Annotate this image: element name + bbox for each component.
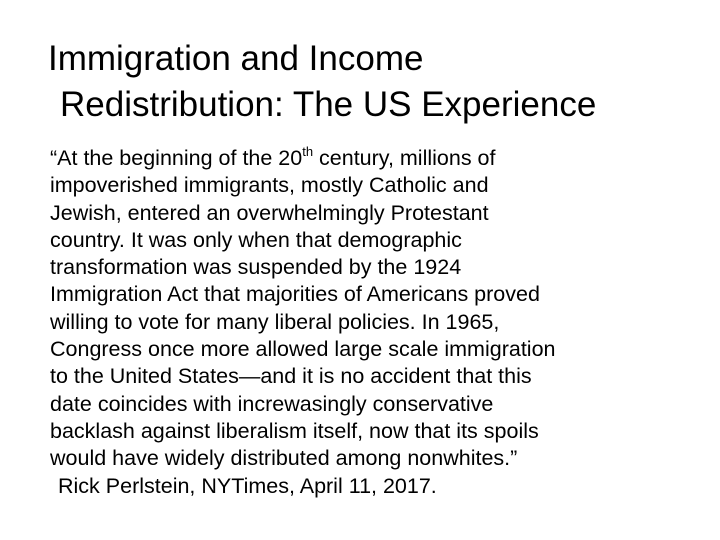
- quote-line-5: transformation was suspended by the 1924: [50, 255, 462, 280]
- quote-line-3: Jewish, entered an overwhelmingly Protestant: [50, 200, 489, 225]
- title-line-1: Immigration and Income: [48, 39, 424, 78]
- superscript-th: th: [302, 144, 314, 159]
- quote-line-1-start: “At the beginning of the 20: [50, 146, 303, 170]
- quote-line-1: [50, 145, 710, 172]
- quote-line-2: impoverished immigrants, mostly Catholic and: [50, 173, 489, 198]
- quote-line-1-end: century, millions of: [313, 146, 496, 170]
- quote-line-6: Immigration Act that majorities of Americans proved: [50, 282, 540, 307]
- quote-line-11: backlash against liberalism itself, now that its spoils: [50, 418, 539, 443]
- citation: Rick Perlstein, NYTimes, April 11, 2017.: [58, 473, 437, 498]
- quote-line-9: to the United States—and it is no accident that this: [50, 364, 532, 389]
- quote-body: [50, 145, 710, 500]
- slide-title: [48, 36, 708, 128]
- title-line-2: Redistribution: The US Experience: [60, 85, 597, 124]
- quote-line-8: Congress once more allowed large scale immigration: [50, 337, 556, 362]
- quote-line-7: willing to vote for many liberal policies. In 1965,: [50, 309, 500, 334]
- quote-line-4: country. It was only when that demographic: [50, 227, 462, 252]
- quote-line-12: would have widely distributed among nonwhites.”: [50, 446, 518, 471]
- quote-line-10: date coincides with increwasingly conservative: [50, 391, 494, 416]
